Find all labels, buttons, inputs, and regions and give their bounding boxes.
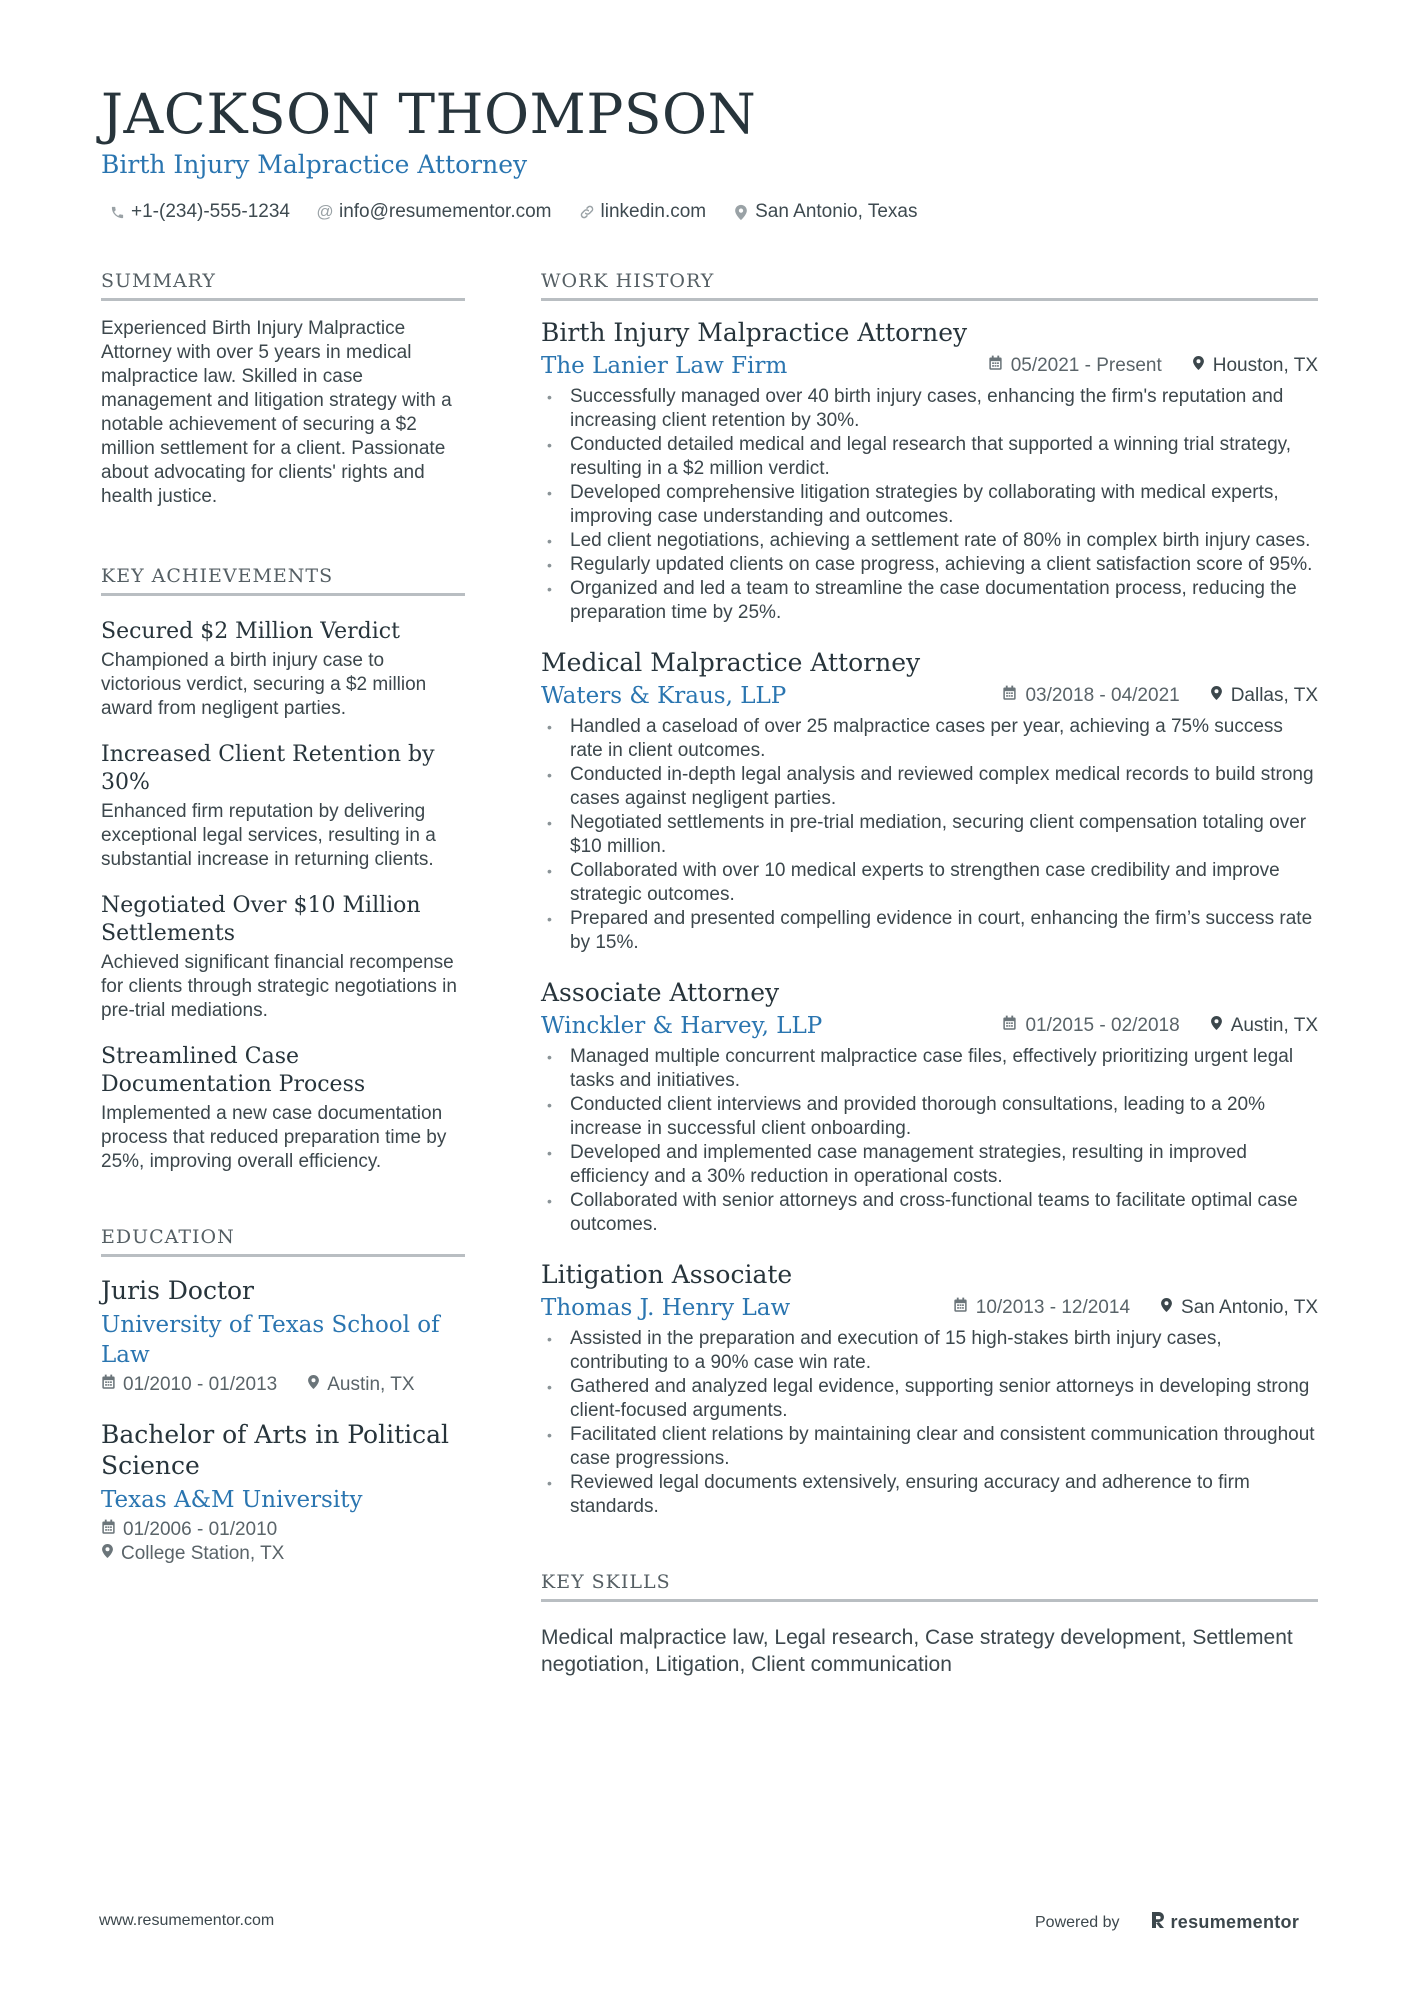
- at-icon: @: [316, 202, 334, 221]
- location-pin-icon: [1210, 685, 1223, 707]
- right-column: [541, 270, 1318, 1678]
- location-pin-icon: [1192, 355, 1205, 377]
- job-entry: [541, 317, 1318, 625]
- education-location-text: College Station, TX: [121, 1543, 285, 1564]
- education-location-text: Austin, TX: [327, 1374, 415, 1395]
- education-dates: [101, 1373, 277, 1397]
- job-location-text: San Antonio, TX: [1181, 1297, 1318, 1318]
- job-location: [1210, 1015, 1318, 1037]
- job-title: Medical Malpractice Attorney: [541, 648, 921, 677]
- education-school: Texas A&M University: [101, 1487, 363, 1513]
- powered-by-label: Powered by: [1035, 1913, 1120, 1931]
- calendar-icon: [953, 1297, 968, 1319]
- achievement-item: [101, 892, 465, 1023]
- job-bullet: • Conducted client interviews and provided thorough consultations, leading to a 20% increase in successful client onboarding.: [541, 1093, 1318, 1141]
- phone-icon: [108, 203, 126, 221]
- job-header-row: [541, 1011, 1318, 1041]
- achievement-title: Secured $2 Million Verdict: [101, 619, 400, 644]
- location-pin-icon: [307, 1373, 320, 1397]
- job-entry: [541, 647, 1318, 955]
- job-location-text: Dallas, TX: [1230, 685, 1318, 706]
- contact-email[interactable]: [316, 201, 552, 223]
- achievement-item: [101, 741, 465, 872]
- location-pin-icon: [101, 1542, 114, 1566]
- education-dates: [101, 1518, 465, 1542]
- calendar-icon: [1002, 685, 1017, 707]
- calendar-icon: [988, 355, 1003, 377]
- job-location-text: Austin, TX: [1230, 1015, 1318, 1036]
- contact-phone: [108, 201, 290, 223]
- job-dates-text: 10/2013 - 12/2014: [975, 1297, 1131, 1318]
- brand-wordmark: resumementor: [1170, 1912, 1300, 1932]
- link-icon: [578, 203, 596, 221]
- achievement-item: [101, 618, 465, 721]
- achievement-item: [101, 1043, 465, 1174]
- job-bullet: • Negotiated settlements in pre-trial mediation, securing client compensation totaling over $10 million.: [541, 811, 1318, 859]
- achievement-title: Streamlined Case Documentation Process: [101, 1044, 366, 1097]
- job-title: Birth Injury Malpractice Attorney: [541, 318, 968, 347]
- education-dates-text: 01/2010 - 01/2013: [123, 1374, 278, 1395]
- location-pin-icon: [732, 203, 750, 221]
- left-column: [101, 270, 465, 1566]
- job-dates: [1002, 685, 1179, 707]
- summary-heading: SUMMARY: [101, 270, 465, 301]
- job-meta: [1002, 685, 1318, 707]
- job-dates: [1002, 1015, 1179, 1037]
- job-location-text: Houston, TX: [1212, 355, 1318, 376]
- footer-powered-by: [1035, 1910, 1299, 1935]
- company-name: Winckler & Harvey, LLP: [541, 1013, 823, 1039]
- job-bullet: • Managed multiple concurrent malpractice case files, effectively prioritizing urgent legal tasks and initiatives.: [541, 1045, 1318, 1093]
- job-bullet: • Assisted in the preparation and execution of 15 high-stakes birth injury cases, contributing to a 90% case win rate.: [541, 1327, 1318, 1375]
- contact-phone-text: +1-(234)-555-1234: [131, 201, 290, 222]
- company-name: The Lanier Law Firm: [541, 353, 788, 379]
- achievement-title: Negotiated Over $10 Million Settlements: [101, 893, 421, 946]
- job-bullets: [541, 715, 1318, 955]
- calendar-icon: [1002, 1015, 1017, 1037]
- candidate-headline: Birth Injury Malpractice Attorney: [101, 150, 528, 179]
- skills-heading: KEY SKILLS: [541, 1571, 1318, 1602]
- education-dates-text: 01/2006 - 01/2010: [123, 1519, 278, 1540]
- achievement-title: Increased Client Retention by 30%: [101, 742, 435, 795]
- job-meta: [1002, 1015, 1318, 1037]
- job-dates-text: 03/2018 - 04/2021: [1025, 685, 1180, 706]
- education-degree: Juris Doctor: [101, 1276, 254, 1305]
- candidate-name: JACKSON THOMPSON: [101, 82, 757, 146]
- calendar-icon: [101, 1373, 116, 1397]
- education-dates-group: [101, 1518, 277, 1542]
- job-dates-text: 05/2021 - Present: [1010, 355, 1162, 376]
- job-bullets: [541, 1045, 1318, 1237]
- job-bullet: • Regularly updated clients on case progress, achieving a client satisfaction score of 95%.: [541, 553, 1318, 577]
- achievement-desc: Championed a birth injury case to victorious verdict, securing a $2 million award from negligent parties.: [101, 650, 427, 719]
- job-meta: [988, 355, 1318, 377]
- contact-linkedin[interactable]: [578, 201, 707, 223]
- job-bullet: • Led client negotiations, achieving a settlement rate of 80% in complex birth injury cases.: [541, 529, 1318, 553]
- job-title: Associate Attorney: [541, 978, 780, 1007]
- achievement-desc: Enhanced firm reputation by delivering exceptional legal services, resulting in a substantial increase in returning clients.: [101, 801, 436, 870]
- resumementor-logo-icon: [1150, 1910, 1166, 1935]
- education-heading: EDUCATION: [101, 1226, 465, 1257]
- summary-text: Experienced Birth Injury Malpractice Attorney with over 5 years in medical malpractice law. Skilled in case management and litigation strategy with a notable achievement of securing a $2 million settlement for a client. Passionate about advocating for clients' rights and health justice.: [101, 318, 452, 507]
- job-bullets: [541, 385, 1318, 625]
- job-header-row: [541, 1293, 1318, 1323]
- job-header-row: [541, 351, 1318, 381]
- calendar-icon: [101, 1518, 116, 1542]
- footer-url[interactable]: www.resumementor.com: [99, 1912, 275, 1929]
- work-history-heading: WORK HISTORY: [541, 270, 1318, 301]
- job-entry: [541, 1259, 1318, 1519]
- job-meta: [953, 1297, 1318, 1319]
- job-bullet: • Prepared and presented compelling evidence in court, enhancing the firm’s success rate by 15%.: [541, 907, 1318, 955]
- location-pin-icon: [1210, 1015, 1223, 1037]
- job-dates: [953, 1297, 1130, 1319]
- education-location: [307, 1373, 414, 1397]
- job-location: [1160, 1297, 1318, 1319]
- job-bullet: • Organized and led a team to streamline the case documentation process, reducing the preparation time by 25%.: [541, 577, 1318, 625]
- job-bullet: • Conducted detailed medical and legal research that supported a winning trial strategy, resulting in a $2 million verdict.: [541, 433, 1318, 481]
- contact-location-text: San Antonio, Texas: [755, 201, 918, 222]
- job-entry: [541, 977, 1318, 1237]
- job-title: Litigation Associate: [541, 1260, 793, 1289]
- job-bullet: • Handled a caseload of over 25 malpractice cases per year, achieving a 75% success rate in client outcomes.: [541, 715, 1318, 763]
- job-location: [1192, 355, 1318, 377]
- education-item: [101, 1419, 465, 1566]
- education-meta: [101, 1373, 465, 1397]
- job-bullet: • Reviewed legal documents extensively, ensuring accuracy and adherence to firm standards.: [541, 1471, 1318, 1519]
- job-bullet: • Developed and implemented case management strategies, resulting in improved efficiency and a 30% reduction in operational costs.: [541, 1141, 1318, 1189]
- contact-location: [732, 201, 917, 223]
- education-degree: Bachelor of Arts in Political Science: [101, 1420, 450, 1480]
- contact-bar: [108, 201, 917, 223]
- education-school: University of Texas School of Law: [101, 1312, 440, 1368]
- company-name: Thomas J. Henry Law: [541, 1295, 791, 1321]
- job-header-row: [541, 681, 1318, 711]
- achievement-desc: Implemented a new case documentation process that reduced preparation time by 25%, improving overall efficiency.: [101, 1103, 447, 1172]
- achievements-heading: KEY ACHIEVEMENTS: [101, 565, 465, 596]
- location-pin-icon: [1160, 1297, 1173, 1319]
- job-bullet: • Conducted in-depth legal analysis and reviewed complex medical records to build strong cases against negligent parties.: [541, 763, 1318, 811]
- skills-text: Medical malpractice law, Legal research, Case strategy development, Settlement negotiation, Litigation, Client communication: [541, 1626, 1293, 1676]
- job-dates: [988, 355, 1162, 377]
- job-bullet: • Collaborated with senior attorneys and cross-functional teams to facilitate optimal case outcomes.: [541, 1189, 1318, 1237]
- contact-email-text: info@resumementor.com: [338, 201, 552, 222]
- job-location: [1210, 685, 1318, 707]
- education-location: [101, 1542, 465, 1566]
- education-location-group: [101, 1542, 284, 1566]
- contact-linkedin-text: linkedin.com: [600, 201, 707, 222]
- job-bullet: • Successfully managed over 40 birth injury cases, enhancing the firm's reputation and increasing client retention by 30%.: [541, 385, 1318, 433]
- job-dates-text: 01/2015 - 02/2018: [1025, 1015, 1180, 1036]
- job-bullets: [541, 1327, 1318, 1519]
- education-item: [101, 1275, 465, 1397]
- brand-logo[interactable]: [1150, 1910, 1300, 1935]
- job-bullet: • Gathered and analyzed legal evidence, supporting senior attorneys in developing strong client-focused arguments.: [541, 1375, 1318, 1423]
- achievement-desc: Achieved significant financial recompense for clients through strategic negotiations in pre-trial mediations.: [101, 952, 457, 1021]
- job-bullet: • Facilitated client relations by maintaining clear and consistent communication throughout case progressions.: [541, 1423, 1318, 1471]
- company-name: Waters & Kraus, LLP: [541, 683, 787, 709]
- job-bullet: • Collaborated with over 10 medical experts to strengthen case credibility and improve strategic outcomes.: [541, 859, 1318, 907]
- job-bullet: • Developed comprehensive litigation strategies by collaborating with medical experts, improving case understanding and outcomes.: [541, 481, 1318, 529]
